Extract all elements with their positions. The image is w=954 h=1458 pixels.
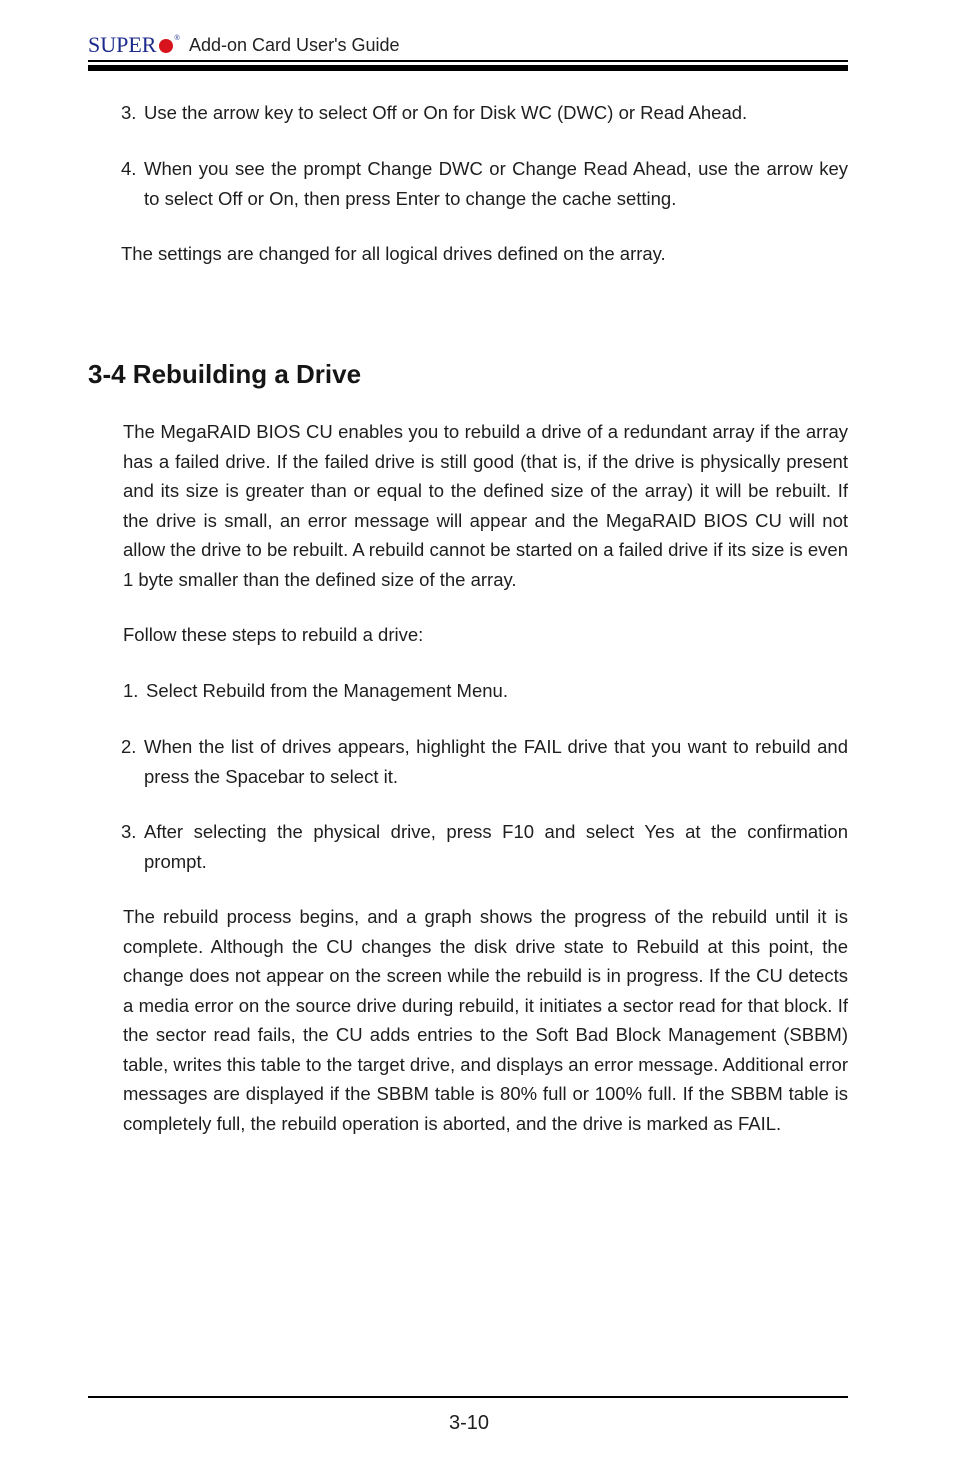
supermicro-logo [88, 33, 180, 57]
step-text: After selecting the physical drive, press F10 and select Yes at the confirmation prompt. [144, 821, 848, 872]
logo-text: SUPER [88, 32, 157, 57]
logo-dot-icon [159, 39, 173, 53]
follow-steps-text: Follow these steps to rebuild a drive: [123, 624, 424, 645]
footer-rule [88, 1396, 848, 1398]
settings-note: The settings are changed for all logical drives defined on the array. [121, 243, 666, 264]
header-rule-thin [88, 60, 848, 62]
guide-title: Add-on Card User's Guide [189, 35, 400, 55]
page-number: 3-10 [448, 1412, 490, 1434]
step-number: 4. [121, 158, 137, 179]
list-item-step-4-top [121, 154, 848, 213]
header-rule-thick [88, 65, 848, 71]
step-text: When the list of drives appears, highlight the FAIL drive that you want to rebuild and press the Spacebar to select it. [144, 736, 848, 787]
list-item-step-2 [121, 732, 848, 791]
list-item-step-3-top [121, 98, 848, 128]
section-heading: 3-4 Rebuilding a Drive [88, 359, 362, 389]
step-text: Use the arrow key to select Off or On for Disk WC (DWC) or Read Ahead. [144, 102, 748, 123]
step-text: When you see the prompt Change DWC or Change Read Ahead, use the arrow key to select Off or On, then press Enter to change the cache setting. [144, 158, 848, 209]
step-number: 2. [121, 736, 137, 757]
page-header [88, 30, 848, 60]
step-text: Select Rebuild from the Management Menu. [146, 680, 508, 701]
rebuild-process-paragraph: The rebuild process begins, and a graph shows the progress of the rebuild until it is complete. Although the CU changes the disk drive state to Rebuild at this point, the change does not appear on the screen while the rebuild is in progress. If the CU detects a media error on the source drive during rebuild, it initiates a sector read for that block. If the sector read fails, the CU adds entries to the Soft Bad Block Management (SBBM) table, writes this table to the target drive, and displays an error message. Additional error messages are displayed if the SBBM table is 80% full or 100% full. If the SBBM table is completely full, the rebuild operation is aborted, and the drive is marked as FAIL. [123, 906, 848, 1134]
step-number: 1. [123, 680, 139, 701]
intro-paragraph: The MegaRAID BIOS CU enables you to rebuild a drive of a redundant array if the array has a failed drive. If the failed drive is still good (that is, if the drive is physically present and its size is greater than or equal to the defined size of the array) it will be rebuilt. If the drive is small, an error message will appear and the MegaRAID BIOS CU will not allow the drive to be rebuilt. A rebuild cannot be started on a failed drive if its size is even 1 byte smaller than the defined size of the array. [123, 421, 848, 590]
step-number: 3. [121, 821, 137, 842]
list-item-step-3 [121, 817, 848, 876]
list-item-step-1 [123, 676, 848, 706]
logo-registered-mark: ® [174, 35, 180, 42]
step-number: 3. [121, 102, 137, 123]
